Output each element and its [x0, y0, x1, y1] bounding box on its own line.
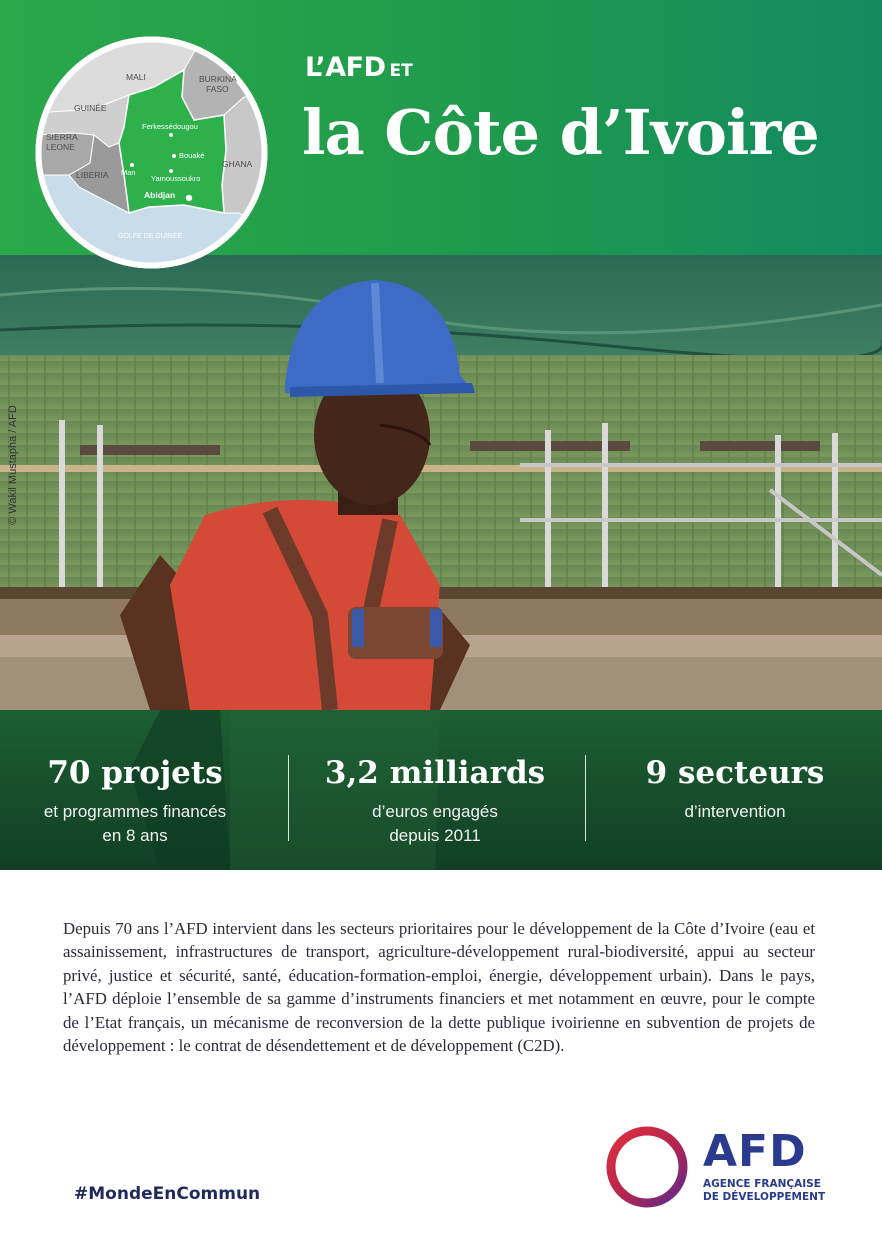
map-label-liberia: LIBERIA — [76, 170, 109, 180]
city-dot-ferke — [169, 133, 173, 137]
map-label-ghana: GHANA — [222, 159, 253, 169]
stat-projects-label: et programmes financés en 8 ans — [43, 802, 227, 845]
city-dot-abidjan — [186, 195, 192, 201]
map-label-mali: MALI — [126, 72, 146, 82]
hashtag: #MondeEnCommun — [74, 1184, 261, 1204]
city-dot-yamoussoukro — [169, 169, 173, 173]
logo-subtitle: AGENCE FRANÇAISE DE DÉVELOPPEMENT — [703, 1178, 826, 1203]
stat-projects — [20, 754, 250, 848]
map-city-ferkessedougou: Ferkessédougou — [142, 122, 198, 131]
map-label-sierra: SIERRA — [46, 132, 78, 142]
stat-divider — [585, 755, 586, 841]
title-small: L’AFD ET — [305, 52, 413, 83]
map-label-burkina-2: FASO — [206, 84, 229, 94]
map-city-abidjan: Abidjan — [144, 190, 176, 200]
country-map — [34, 35, 269, 270]
logo-abbreviation: AFD — [703, 1126, 807, 1177]
stat-sectors-value: 9 secteurs — [645, 755, 825, 791]
map-label-sea: GOLFE DE GUINÉE — [118, 233, 183, 240]
map-label-burkina: BURKINA — [199, 74, 237, 84]
map-city-yamoussoukro: Yamoussoukro — [151, 174, 201, 183]
stat-divider — [288, 755, 289, 841]
map-city-bouake: Bouaké — [179, 151, 205, 160]
stat-amount-label: d’euros engagés depuis 2011 — [372, 802, 498, 845]
stat-amount — [304, 754, 566, 848]
stat-sectors — [610, 754, 860, 824]
photo-credit: © Wakil Mustapha / AFD — [7, 405, 19, 525]
afd-logo-ring-icon — [603, 1123, 691, 1211]
stats-band — [0, 710, 882, 870]
map-city-man: Man — [121, 168, 136, 177]
hero-photo — [0, 255, 882, 710]
stat-amount-value: 3,2 milliards — [324, 755, 546, 791]
map-label-sierra-2: LEONE — [46, 142, 75, 152]
city-dot-bouake — [172, 154, 176, 158]
city-dot-man — [130, 163, 134, 167]
intro-paragraph: Depuis 70 ans l’AFD intervient dans les secteurs prioritaires pour le développement de la Côte d’Ivoire (eau et assainissement, infrastructures de transport, agriculture-développement rural-biodiversité, appui au secteur privé, justice et sécurité, santé, éducation-formation-emploi, énergie, développement urbain). Dans le pays, l’AFD déploie l’ensemble de sa gamme d’instruments financiers et met notamment en œuvre, pour le compte de l’Etat français, un mécanisme de reconversion de la dette publique ivoirienne en subvention de projets de développement : le contrat de désendettement et de développement (C2D). — [63, 919, 815, 1056]
afd-logo — [703, 1126, 826, 1204]
map-label-guinee: GUINÉE — [74, 103, 107, 113]
stat-projects-value: 70 projets — [47, 755, 223, 791]
stat-sectors-label: d’intervention — [684, 802, 786, 821]
page-title: la Côte d’Ivoire — [302, 96, 819, 169]
